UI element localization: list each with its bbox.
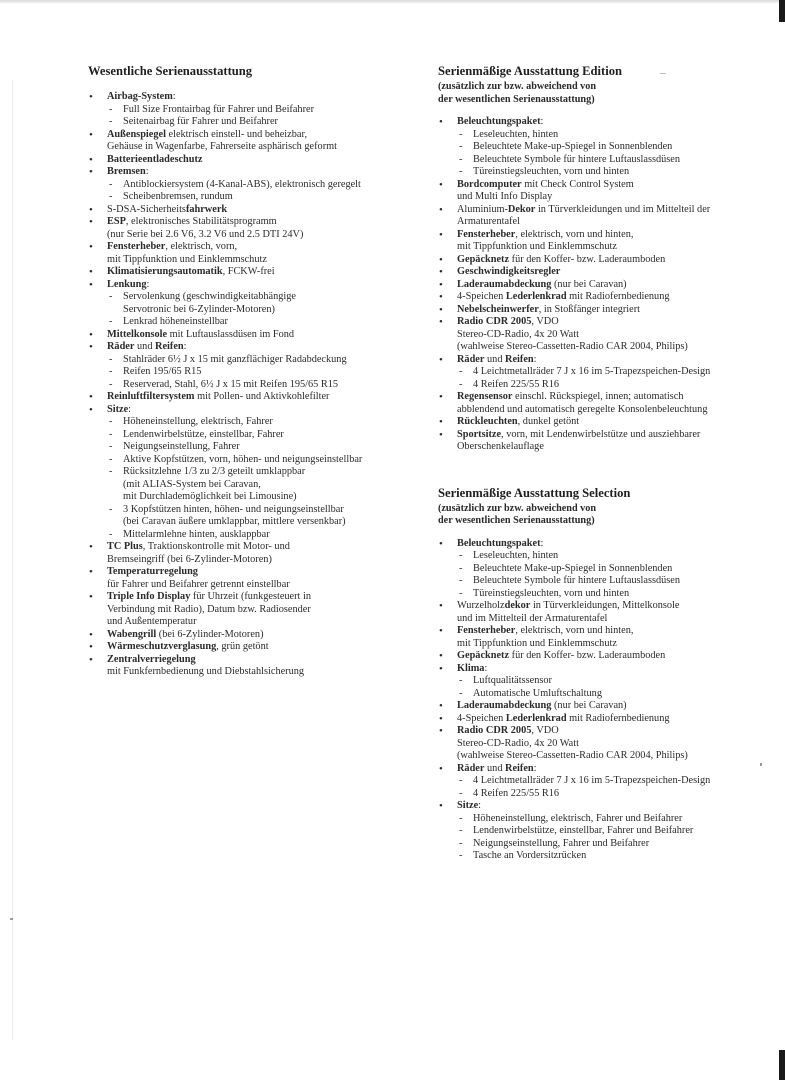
sub-item: - Seitenairbag für Fahrer und Beifahrer xyxy=(107,116,413,129)
item-name: Außenspiegel xyxy=(107,128,166,140)
equipment-item xyxy=(438,266,758,279)
sub-item-list xyxy=(457,775,758,800)
item-name: Räder xyxy=(107,341,135,352)
item-detail: , VDO xyxy=(531,725,559,736)
item-detail: für Uhrzeit (funkgesteuert in xyxy=(190,591,312,602)
item-name: Fensterheber xyxy=(457,625,516,636)
equipment-item xyxy=(438,600,758,625)
item-name: Klima xyxy=(457,662,485,674)
equipment-item xyxy=(438,763,758,801)
item-detail: mit Luftauslassdüsen im Fond xyxy=(167,328,295,340)
scan-edge-mark-bottom xyxy=(779,1050,785,1080)
column-optional-packages xyxy=(438,64,758,863)
item-name: Lenkung xyxy=(107,278,147,290)
equipment-item xyxy=(438,663,758,701)
item-detail: in Türverkleidungen und im Mittelteil der xyxy=(535,203,711,215)
standard-equipment-list xyxy=(88,91,413,679)
item-name: Temperaturregelung xyxy=(107,566,198,577)
equipment-item xyxy=(438,800,758,863)
sub-item: - Höheneinstellung, elektrisch, Fahrer und Beifahrer xyxy=(457,813,758,826)
item-detail: und xyxy=(484,762,506,774)
sub-item: - 4 Reifen 225/55 R16 xyxy=(457,788,758,801)
sub-item-list xyxy=(457,550,758,600)
item-name: Sitze xyxy=(107,403,129,415)
equipment-item xyxy=(438,700,758,713)
item-name: Laderaumabdeckung xyxy=(457,700,552,711)
sub-item: - Beleuchtete Symbole für hintere Luftauslassdüsen xyxy=(457,575,758,588)
item-name: Reifen xyxy=(505,762,534,774)
item-name: Lederlenkrad xyxy=(505,712,567,724)
item-name: Bremsen xyxy=(107,166,146,177)
item-detail: (nur bei Caravan) xyxy=(551,700,627,711)
item-detail: , vorn, mit Lendenwirbelstütze und ausziehbarer xyxy=(501,428,701,440)
item-continuation: Oberschenkelauflage xyxy=(457,441,544,452)
item-detail: : xyxy=(145,166,149,177)
item-detail: : xyxy=(533,762,537,774)
equipment-item xyxy=(88,591,413,629)
equipment-item xyxy=(88,204,413,217)
item-name: Reifen xyxy=(505,353,534,365)
item-detail: (bei 6-Zylinder-Motoren) xyxy=(156,628,264,640)
item-prefix: Wurzelholz xyxy=(457,600,505,611)
equipment-item xyxy=(438,429,758,454)
item-name: Geschwindigkeitsregler xyxy=(457,266,561,277)
item-continuation: Armaturentafel xyxy=(457,216,520,227)
item-continuation: Verbindung mit Radio), Datum bzw. Radiosender und Außentemperatur xyxy=(107,603,311,627)
sub-item: - Tasche an Vordersitzrücken xyxy=(457,850,758,863)
sub-item: - Antiblockiersystem (4-Kanal-ABS), elektronisch geregelt xyxy=(107,179,413,192)
sub-item: - Servolenkung (geschwindigkeitabhängige Servotronic bei 6-Zylinder-Motoren) xyxy=(107,291,413,316)
sub-item-list xyxy=(457,366,758,391)
scan-fold-line xyxy=(12,80,13,1040)
item-name: TC Plus xyxy=(107,541,143,552)
equipment-item xyxy=(438,725,758,763)
equipment-item xyxy=(88,541,413,566)
item-name: Beleuchtungspaket xyxy=(457,116,541,127)
section-title-edition: Serienmäßige Ausstattung Edition xyxy=(438,64,623,78)
item-name: Reinluftfiltersystem xyxy=(107,391,195,402)
item-detail: , elektrisch, vorn und hinten, xyxy=(515,228,634,240)
sub-item: - 4 Leichtmetallräder 7 J x 16 im 5-Trapezspeichen-Design xyxy=(457,775,758,788)
equipment-item xyxy=(438,204,758,229)
item-detail: : xyxy=(128,403,132,415)
equipment-item xyxy=(88,129,413,154)
sub-item: - Full Size Frontairbag für Fahrer und Beifahrer xyxy=(107,104,413,117)
equipment-item xyxy=(88,641,413,654)
item-continuation: Gehäuse in Wagenfarbe, Fahrerseite asphärisch geformt xyxy=(107,141,337,152)
item-name: Wabengrill xyxy=(107,628,157,640)
selection-section xyxy=(438,486,758,863)
sub-item: - Lendenwirbelstütze, einstellbar, Fahrer und Beifahrer xyxy=(457,825,758,838)
item-name: Radio CDR 2005 xyxy=(457,725,532,736)
item-name: fahrwerk xyxy=(185,203,228,215)
item-detail: , dunkel getönt xyxy=(517,416,580,427)
equipment-item xyxy=(438,354,758,392)
equipment-item xyxy=(88,279,413,329)
item-detail: , elektrisch, vorn, xyxy=(165,241,238,252)
item-detail: , elektrisch, vorn und hinten, xyxy=(515,625,634,636)
equipment-item xyxy=(88,654,413,679)
equipment-item xyxy=(438,304,758,317)
equipment-item xyxy=(88,241,413,266)
page-top-shadow xyxy=(0,0,785,4)
item-prefix: 4-Speichen xyxy=(457,291,506,302)
item-name: Wärmeschutzverglasung xyxy=(107,641,217,652)
item-name: Reifen xyxy=(155,341,184,352)
equipment-item xyxy=(438,625,758,650)
sub-item-list xyxy=(107,104,413,129)
item-continuation: Stereo-CD-Radio, 4x 20 Watt (wahlweise Stereo-Cassetten-Radio CAR 2004, Philips) xyxy=(457,737,688,761)
item-name: Laderaumabdeckung xyxy=(457,278,552,290)
sub-item: - 4 Leichtmetallräder 7 J x 16 im 5-Trapezspeichen-Design xyxy=(457,366,758,379)
item-name: Lederlenkrad xyxy=(505,291,567,302)
sub-item: - Leseleuchten, hinten xyxy=(457,129,758,142)
item-name: Sitze xyxy=(457,800,479,811)
equipment-item xyxy=(88,566,413,591)
equipment-item xyxy=(88,91,413,129)
item-name: Beleuchtungspaket xyxy=(457,537,541,549)
item-name: Fensterheber xyxy=(457,228,516,240)
item-detail: mit Radiofernbedienung xyxy=(566,712,670,724)
equipment-item xyxy=(438,316,758,354)
item-continuation: und Multi Info Display xyxy=(457,191,553,202)
sub-item: - Beleuchtete Make-up-Spiegel in Sonnenblenden xyxy=(457,563,758,576)
item-detail: elektrisch einstell- und beheizbar, xyxy=(165,128,308,140)
equipment-item xyxy=(88,216,413,241)
item-detail: , in Stoßfänger integriert xyxy=(538,303,641,315)
section-title-selection: Serienmäßige Ausstattung Selection xyxy=(438,485,631,500)
sub-item: - Rücksitzlehne 1/3 zu 2/3 geteilt umklappbar (mit ALIAS-System bei Caravan, mit Durchlademöglichkeit bei Limousine) xyxy=(107,466,413,504)
item-name: Räder xyxy=(457,353,485,365)
equipment-item xyxy=(88,629,413,642)
sub-item-list xyxy=(107,354,413,392)
equipment-item xyxy=(88,329,413,342)
scan-speck xyxy=(760,763,762,766)
item-continuation: Stereo-CD-Radio, 4x 20 Watt (wahlweise Stereo-Cassetten-Radio CAR 2004, Philips) xyxy=(457,328,688,352)
scan-speck xyxy=(10,918,13,920)
sub-item: - Neigungseinstellung, Fahrer xyxy=(107,441,413,454)
item-detail: : xyxy=(533,353,537,365)
item-name: Rückleuchten xyxy=(457,416,518,427)
sub-item: - 3 Kopfstützen hinten, höhen- und neigungseinstellbar (bei Caravan äußere umklappbar, mittlere versenkbar) xyxy=(107,504,413,529)
sub-item: - Beleuchtete Make-up-Spiegel in Sonnenblenden xyxy=(457,141,758,154)
item-detail: und xyxy=(484,353,506,365)
item-detail: , FCKW-frei xyxy=(222,266,275,277)
sub-item-list xyxy=(457,129,758,179)
item-detail: in Türverkleidungen, Mittelkonsole xyxy=(530,600,680,611)
item-name: Sportsitze xyxy=(457,428,502,440)
item-name: Mittelkonsole xyxy=(107,328,168,340)
item-name: Radio CDR 2005 xyxy=(457,316,532,327)
equipment-item xyxy=(88,266,413,279)
column-standard-equipment xyxy=(88,64,413,679)
item-continuation: mit Funkfernbedienung und Diebstahlsicherung xyxy=(107,666,305,677)
item-name: Räder xyxy=(457,762,485,774)
sub-item: - Türeinstiegsleuchten, vorn und hinten xyxy=(457,588,758,601)
item-detail: , elektronisches Stabilitätsprogramm xyxy=(125,216,277,227)
item-detail: : xyxy=(540,537,544,549)
sub-item: - 4 Reifen 225/55 R16 xyxy=(457,379,758,392)
sub-item: - Höheneinstellung, elektrisch, Fahrer xyxy=(107,416,413,429)
item-continuation: mit Tippfunktion und Einklemmschutz xyxy=(457,637,617,649)
selection-equipment-list xyxy=(438,538,758,863)
item-continuation: für Fahrer und Beifahrer getrennt einstellbar xyxy=(107,578,290,590)
item-name: Airbag-System xyxy=(107,91,173,102)
sub-item: - Beleuchtete Symbole für hintere Luftauslassdüsen xyxy=(457,154,758,167)
item-name: Dekor xyxy=(507,203,536,215)
section-subtitle-selection: (zusätzlich zur bzw. abweichend von der wesentlichen Serienausstattung) xyxy=(438,502,597,526)
item-detail: mit Check Control System xyxy=(521,178,634,190)
item-name: Klimatisierungsautomatik xyxy=(107,266,223,277)
sub-item-list xyxy=(107,416,413,541)
item-detail: für den Koffer- bzw. Laderaumboden xyxy=(509,253,666,265)
item-prefix: 4-Speichen xyxy=(457,712,506,724)
equipment-item xyxy=(438,650,758,663)
item-name: Nebelscheinwerfer xyxy=(457,303,539,315)
item-detail: mit Radiofernbedienung xyxy=(566,291,670,302)
edition-equipment-list xyxy=(438,116,758,454)
equipment-item xyxy=(438,229,758,254)
item-prefix: S-DSA-Sicherheits xyxy=(107,203,186,215)
item-prefix: Aluminium- xyxy=(457,203,508,215)
equipment-item xyxy=(438,279,758,292)
item-continuation: mit Tippfunktion und Einklemmschutz xyxy=(457,241,617,252)
edition-section xyxy=(438,64,758,454)
equipment-item xyxy=(438,391,758,416)
sub-item: - Türeinstiegsleuchten, vorn und hinten xyxy=(457,166,758,179)
equipment-item xyxy=(88,391,413,404)
item-detail: : xyxy=(540,116,544,127)
item-detail: (nur bei Caravan) xyxy=(551,278,627,290)
equipment-item xyxy=(438,116,758,179)
item-name: Zentralverriegelung xyxy=(107,653,196,665)
sub-item: - Lendenwirbelstütze, einstellbar, Fahrer xyxy=(107,429,413,442)
equipment-item xyxy=(438,538,758,601)
item-continuation: (nur Serie bei 2.6 V6, 3.2 V6 und 2.5 DTI 24V) xyxy=(107,228,304,240)
equipment-item xyxy=(438,291,758,304)
item-continuation: und im Mittelteil der Armaturentafel xyxy=(457,612,608,624)
sub-item: - Stahlräder 6½ J x 15 mit ganzflächiger Radabdeckung xyxy=(107,354,413,367)
item-name: Gepäcknetz xyxy=(457,650,510,661)
section-subtitle-edition: (zusätzlich zur bzw. abweichend von der wesentlichen Serienausstattung) xyxy=(438,81,597,105)
equipment-item xyxy=(88,154,413,167)
item-detail: : xyxy=(183,341,187,352)
equipment-item xyxy=(88,404,413,542)
sub-item: - Automatische Umluftschaltung xyxy=(457,688,758,701)
sub-item-list xyxy=(457,813,758,863)
equipment-item xyxy=(438,254,758,267)
item-detail: , Traktionskontrolle mit Motor- und xyxy=(142,541,290,552)
item-detail: : xyxy=(478,800,482,811)
item-continuation: Bremseingriff (bei 6-Zylinder-Motoren) xyxy=(107,553,272,565)
sub-item: - Reifen 195/65 R15 xyxy=(107,366,413,379)
item-detail: , grün getönt xyxy=(216,641,269,652)
item-name: Triple Info Display xyxy=(107,591,191,602)
item-name: Batterieentladeschutz xyxy=(107,153,203,165)
sub-item: - Luftqualitätssensor xyxy=(457,675,758,688)
sub-item: - Leseleuchten, hinten xyxy=(457,550,758,563)
sub-item-list xyxy=(107,291,413,329)
item-detail: : xyxy=(172,91,176,102)
item-detail: einschl. Rückspiegel, innen; automatisch xyxy=(512,391,684,402)
sub-item: - Scheibenbremsen, rundum xyxy=(107,191,413,204)
item-detail: für den Koffer- bzw. Laderaumboden xyxy=(509,650,666,661)
item-name: Bordcomputer xyxy=(457,178,522,190)
sub-item-list xyxy=(457,675,758,700)
item-detail: und xyxy=(134,341,156,352)
item-name: Gepäcknetz xyxy=(457,253,510,265)
sub-item-list xyxy=(107,179,413,204)
item-continuation: abblendend und automatisch geregelte Konsolenbeleuchtung xyxy=(457,403,708,415)
sub-item: - Neigungseinstellung, Fahrer und Beifahrer xyxy=(457,838,758,851)
item-name: Regensensor xyxy=(457,391,513,402)
sub-item: - Lenkrad höheneinstellbar xyxy=(107,316,413,329)
item-detail: : xyxy=(146,278,150,290)
equipment-item xyxy=(88,166,413,204)
item-name: Fensterheber xyxy=(107,241,166,252)
item-name: dekor xyxy=(504,600,531,611)
equipment-item xyxy=(438,713,758,726)
item-detail: , VDO xyxy=(531,316,559,327)
sub-item: - Reserverad, Stahl, 6½ J x 15 mit Reifen 195/65 R15 xyxy=(107,379,413,392)
sub-item: - Aktive Kopfstützen, vorn, höhen- und neigungseinstellbar xyxy=(107,454,413,467)
equipment-item xyxy=(438,179,758,204)
scan-edge-mark xyxy=(779,0,785,22)
item-detail: mit Pollen- und Aktivkohlefilter xyxy=(194,391,330,402)
section-title-standard: Wesentliche Serienausstattung xyxy=(88,64,253,78)
item-name: ESP xyxy=(107,216,126,227)
equipment-item xyxy=(438,416,758,429)
item-continuation: mit Tippfunktion und Einklemmschutz xyxy=(107,253,267,265)
equipment-item xyxy=(88,341,413,391)
sub-item: - Mittelarmlehne hinten, ausklappbar xyxy=(107,529,413,542)
item-detail: : xyxy=(484,662,488,674)
